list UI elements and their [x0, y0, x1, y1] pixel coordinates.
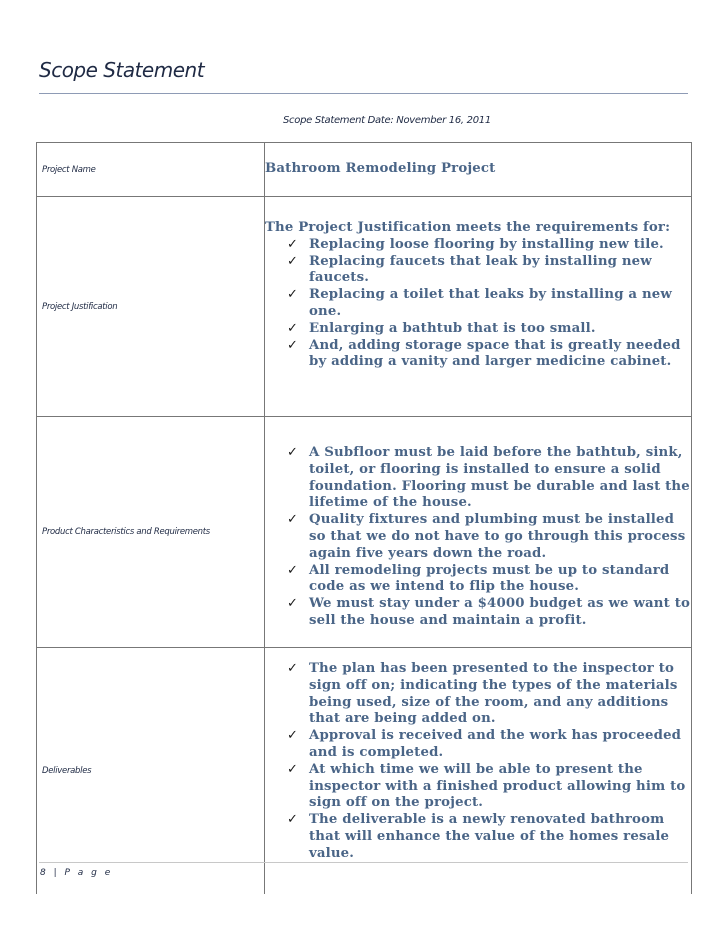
project-name-label: Project Name [37, 143, 265, 197]
footer-divider [39, 862, 688, 863]
table-row-product-characteristics [37, 417, 692, 648]
product-characteristics-value [265, 417, 692, 648]
checkmark-icon: ✓ [287, 661, 299, 676]
checkmark-icon: ✓ [287, 596, 299, 612]
list-item: ✓ At which time we will be able to present the inspector with a finished product allowing him to sign off on the project. [287, 761, 686, 811]
deliverables-list [265, 661, 691, 863]
list-item: ✓ A Subfloor must be laid before the bathtub, sink, toilet, or flooring is installed to ensure a solid foundation. Flooring must be durable and last the lifetime of the house. [287, 445, 690, 511]
list-item: ✓ Replacing a toilet that leaks by installing a new one. [287, 287, 672, 319]
list-item: ✓ The plan has been presented to the inspector to sign off on; indicating the types of the materials being used, size of the room, and any additions that are being added on. [287, 661, 678, 727]
justification-intro: The Project Justification meets the requirements for: [265, 220, 671, 235]
justification-list [265, 237, 691, 371]
checkmark-icon: ✓ [287, 445, 299, 460]
product-characteristics-list [265, 445, 691, 630]
checkmark-icon: ✓ [287, 812, 299, 828]
scope-table [36, 142, 692, 894]
list-item: ✓ The deliverable is a newly renovated bathroom that will enhance the value of the homes resale value. [287, 812, 670, 861]
checkmark-icon: ✓ [287, 512, 299, 528]
project-justification-label: Project Justification [37, 197, 265, 417]
checkmark-icon: ✓ [287, 236, 299, 252]
list-item: ✓ Enlarging a bathtub that is too small. [287, 320, 596, 336]
list-item: ✓ Quality fixtures and plumbing must be installed so that we do not have to go through this process again five years down the road. [287, 512, 686, 561]
checkmark-icon: ✓ [287, 337, 299, 353]
scope-statement-date: Scope Statement Date: November 16, 2011 [283, 115, 491, 126]
page-number: 8 | P a g e [40, 868, 113, 878]
checkmark-icon: ✓ [287, 728, 299, 744]
list-item: ✓ All remodeling projects must be up to standard code as we intend to flip the house. [287, 562, 670, 595]
project-name-value: Bathroom Remodeling Project [265, 143, 692, 197]
deliverables-label: Deliverables [37, 648, 265, 895]
table-row-deliverables [37, 648, 692, 895]
table-row-project-name [37, 143, 692, 197]
checkmark-icon: ✓ [287, 320, 299, 336]
list-item: ✓ We must stay under a $4000 budget as we want to sell the house and maintain a profit. [287, 596, 691, 628]
project-justification-value [265, 197, 692, 417]
title-divider [39, 93, 688, 94]
checkmark-icon: ✓ [287, 761, 299, 777]
list-item: ✓ Replacing faucets that leak by installing new faucets. [287, 253, 652, 286]
list-item: ✓ Approval is received and the work has proceeded and is completed. [287, 728, 682, 760]
document-title: Scope Statement [39, 58, 205, 82]
deliverables-value [265, 648, 692, 895]
list-item: ✓ Replacing loose flooring by installing new tile. [287, 236, 664, 252]
checkmark-icon: ✓ [287, 253, 299, 269]
checkmark-icon: ✓ [287, 287, 299, 303]
list-item: ✓ And, adding storage space that is greatly needed by adding a vanity and larger medicine cabinet. [287, 337, 681, 370]
table-row-project-justification [37, 197, 692, 417]
checkmark-icon: ✓ [287, 562, 299, 578]
product-characteristics-label: Product Characteristics and Requirements [37, 417, 265, 648]
